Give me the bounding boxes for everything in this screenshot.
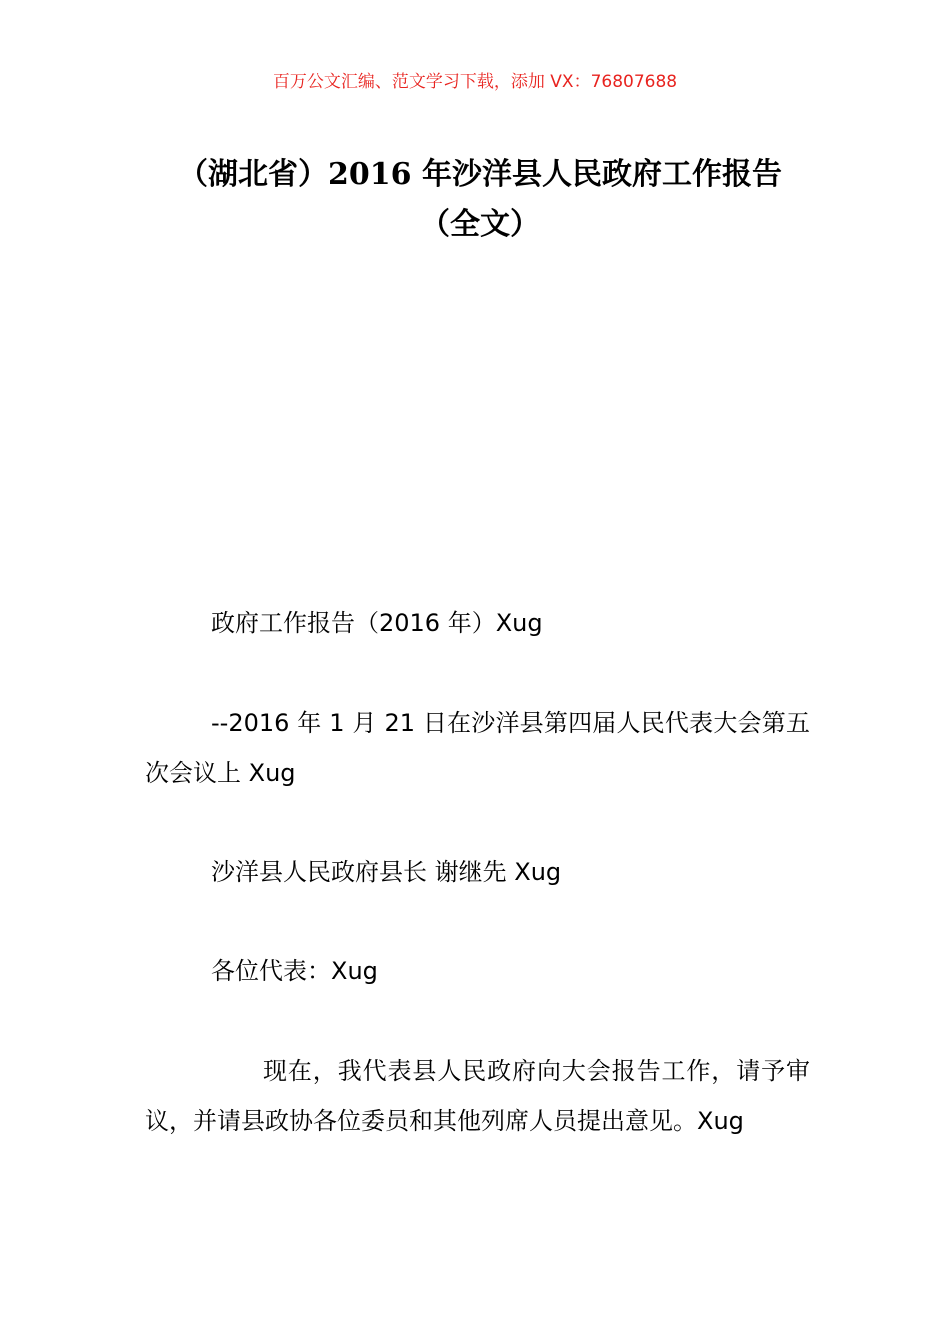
report-heading: 政府工作报告（2016 年）Xug xyxy=(211,609,543,637)
document-title: （湖北省）2016 年沙洋县人民政府工作报告（全文） xyxy=(178,157,782,242)
meeting-info: --2016 年 1 月 21 日在沙洋县第四届人民代表大会第五次会议上 Xug xyxy=(145,709,810,787)
opening-paragraph: 现在，我代表县人民政府向大会报告工作，请予审议，并请县政协各位委员和其他列席人员提出意见。Xug xyxy=(145,1057,810,1135)
salutation: 各位代表：Xug xyxy=(211,957,378,985)
speaker-line: 沙洋县人民政府县长 谢继先 Xug xyxy=(211,858,562,886)
header-promo-note: 百万公文汇编、范文学习下载，添加 VX：76807688 xyxy=(272,72,678,92)
